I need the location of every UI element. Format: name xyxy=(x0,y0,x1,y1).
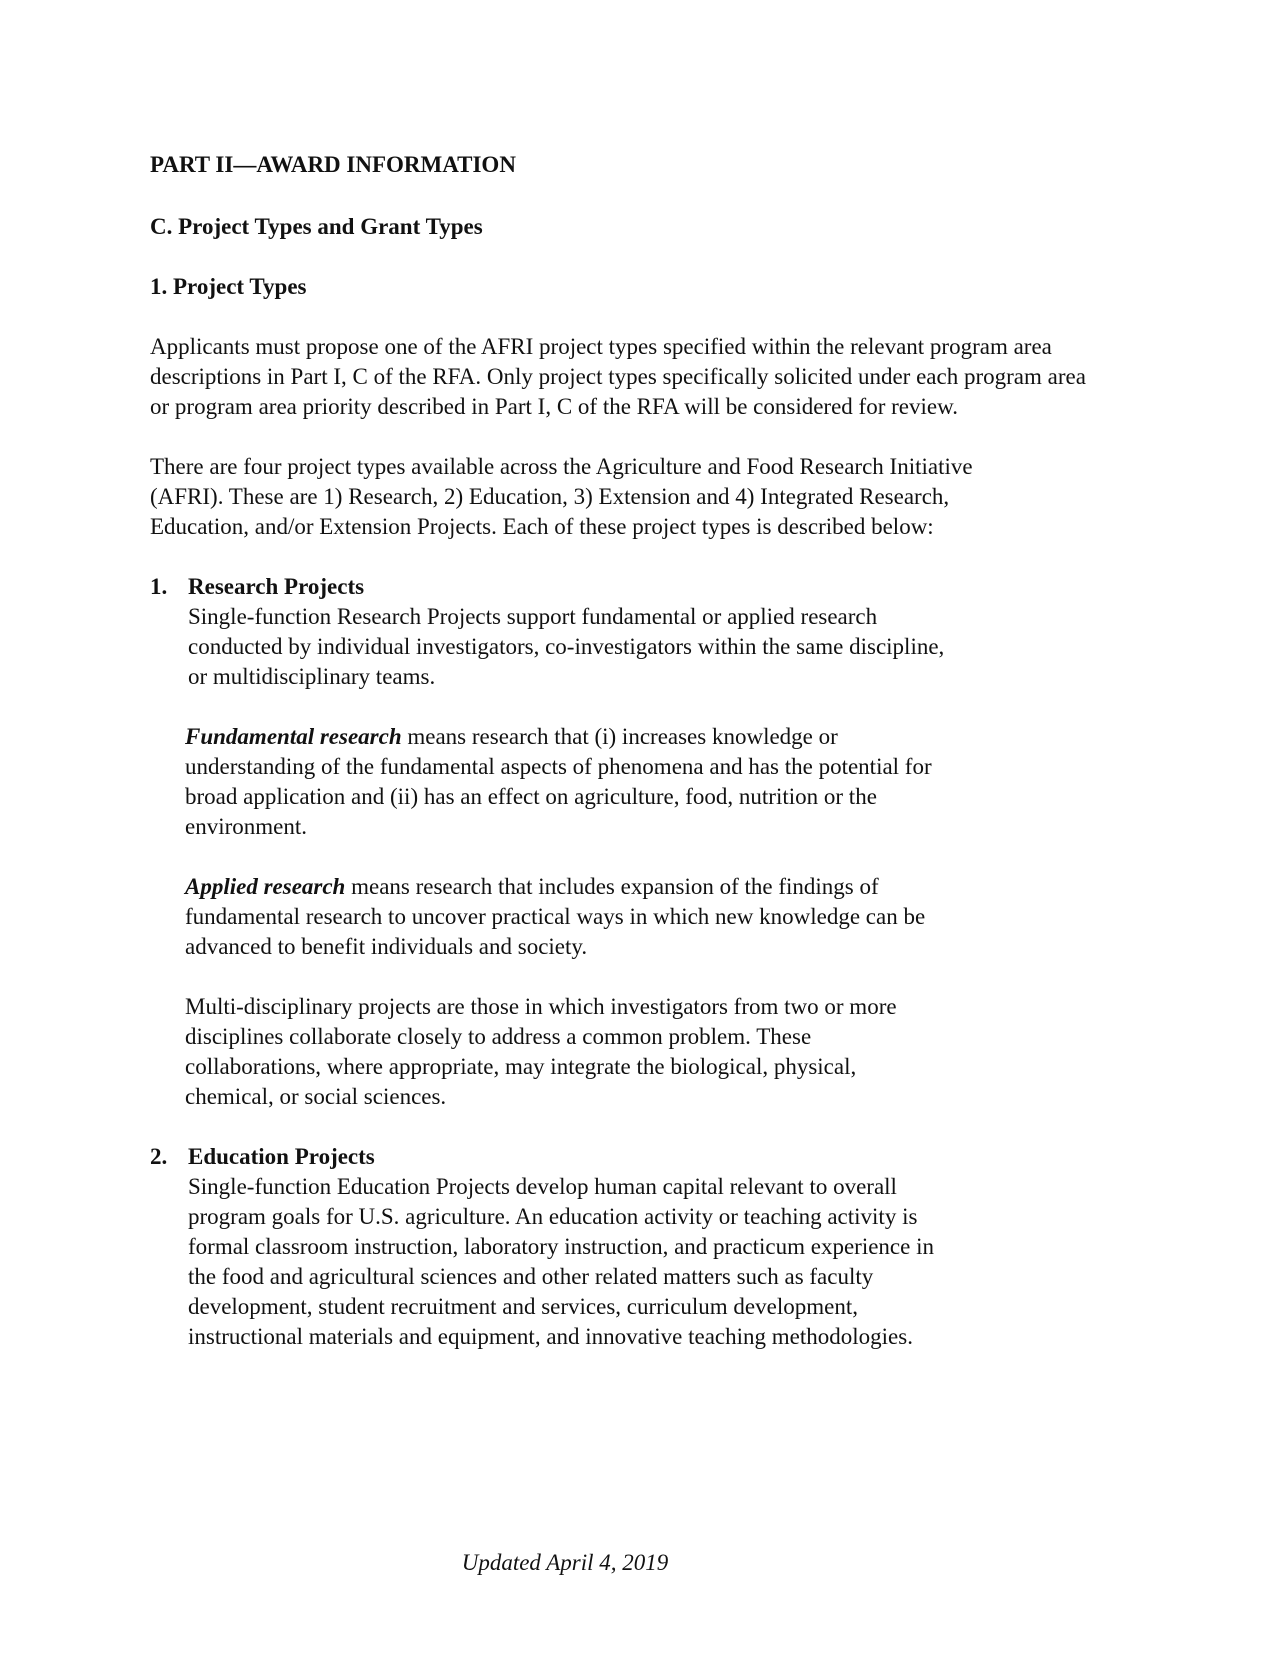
research-description: Single-function Research Projects support fundamental or applied research conducted by individual investigators, co-investigators within the same discipline, or multidisciplinary teams. xyxy=(188,604,945,689)
definition-text: means research that (i) increases knowledge or understanding of the fundamental aspects of phenomena and has the potential for broad application and (ii) has an effect on agriculture, food, nutrition or the environment. xyxy=(185,724,932,839)
list-item-heading xyxy=(150,572,1110,602)
list-item-number: 2. xyxy=(150,1144,168,1169)
definition-fundamental xyxy=(185,722,948,842)
subsection-title: 1. Project Types xyxy=(150,274,307,299)
intro-paragraph: There are four project types available across the Agriculture and Food Research Initiative (AFRI). These are 1) Research, 2) Education, 3) Extension and 4) Integrated Research, Education, and/or Extension Projects. Each of these project types is described below: xyxy=(150,454,973,539)
page-footer: Updated April 4, 2019 xyxy=(461,1550,669,1575)
list-item-title: Education Projects xyxy=(188,1144,375,1169)
multidisciplinary-paragraph: Multi-disciplinary projects are those in which investigators from two or more disciplines collaborate closely to address a common problem. These collaborations, where appropriate, may integrate the biological, physical, chemical, or social sciences. xyxy=(185,994,897,1109)
list-item-heading xyxy=(150,1142,1110,1172)
list-item-research-projects xyxy=(150,572,1110,1112)
intro-paragraph: Applicants must propose one of the AFRI project types specified within the relevant program area descriptions in Part I, C of the RFA. Only project types specifically solicited under each program area or program area priority described in Part I, C of the RFA will be considered for review. xyxy=(150,334,1086,419)
part-title: PART II—AWARD INFORMATION xyxy=(150,152,516,177)
list-item-body xyxy=(150,602,948,1112)
definition-text: means research that includes expansion of the findings of fundamental research to uncover practical ways in which new knowledge can be advanced to benefit individuals and society. xyxy=(185,874,926,959)
education-description: Single-function Education Projects develop human capital relevant to overall program goals for U.S. agriculture. An education activity or teaching activity is formal classroom instruction, laboratory instruction, and practicum experience in the food and agricultural sciences and other related matters such as faculty development, student recruitment and services, curriculum development, instructional materials and equipment, and innovative teaching methodologies. xyxy=(188,1174,934,1349)
definition-term: Fundamental research xyxy=(185,724,402,749)
list-item-title: Research Projects xyxy=(188,574,365,599)
list-item-education-projects xyxy=(150,1142,1110,1352)
definition-term: Applied research xyxy=(185,874,346,899)
list-item-body xyxy=(150,1172,948,1352)
section-title: C. Project Types and Grant Types xyxy=(150,214,483,239)
document-page xyxy=(150,150,1110,1352)
definition-applied xyxy=(185,872,948,962)
list-item-number: 1. xyxy=(150,574,168,599)
